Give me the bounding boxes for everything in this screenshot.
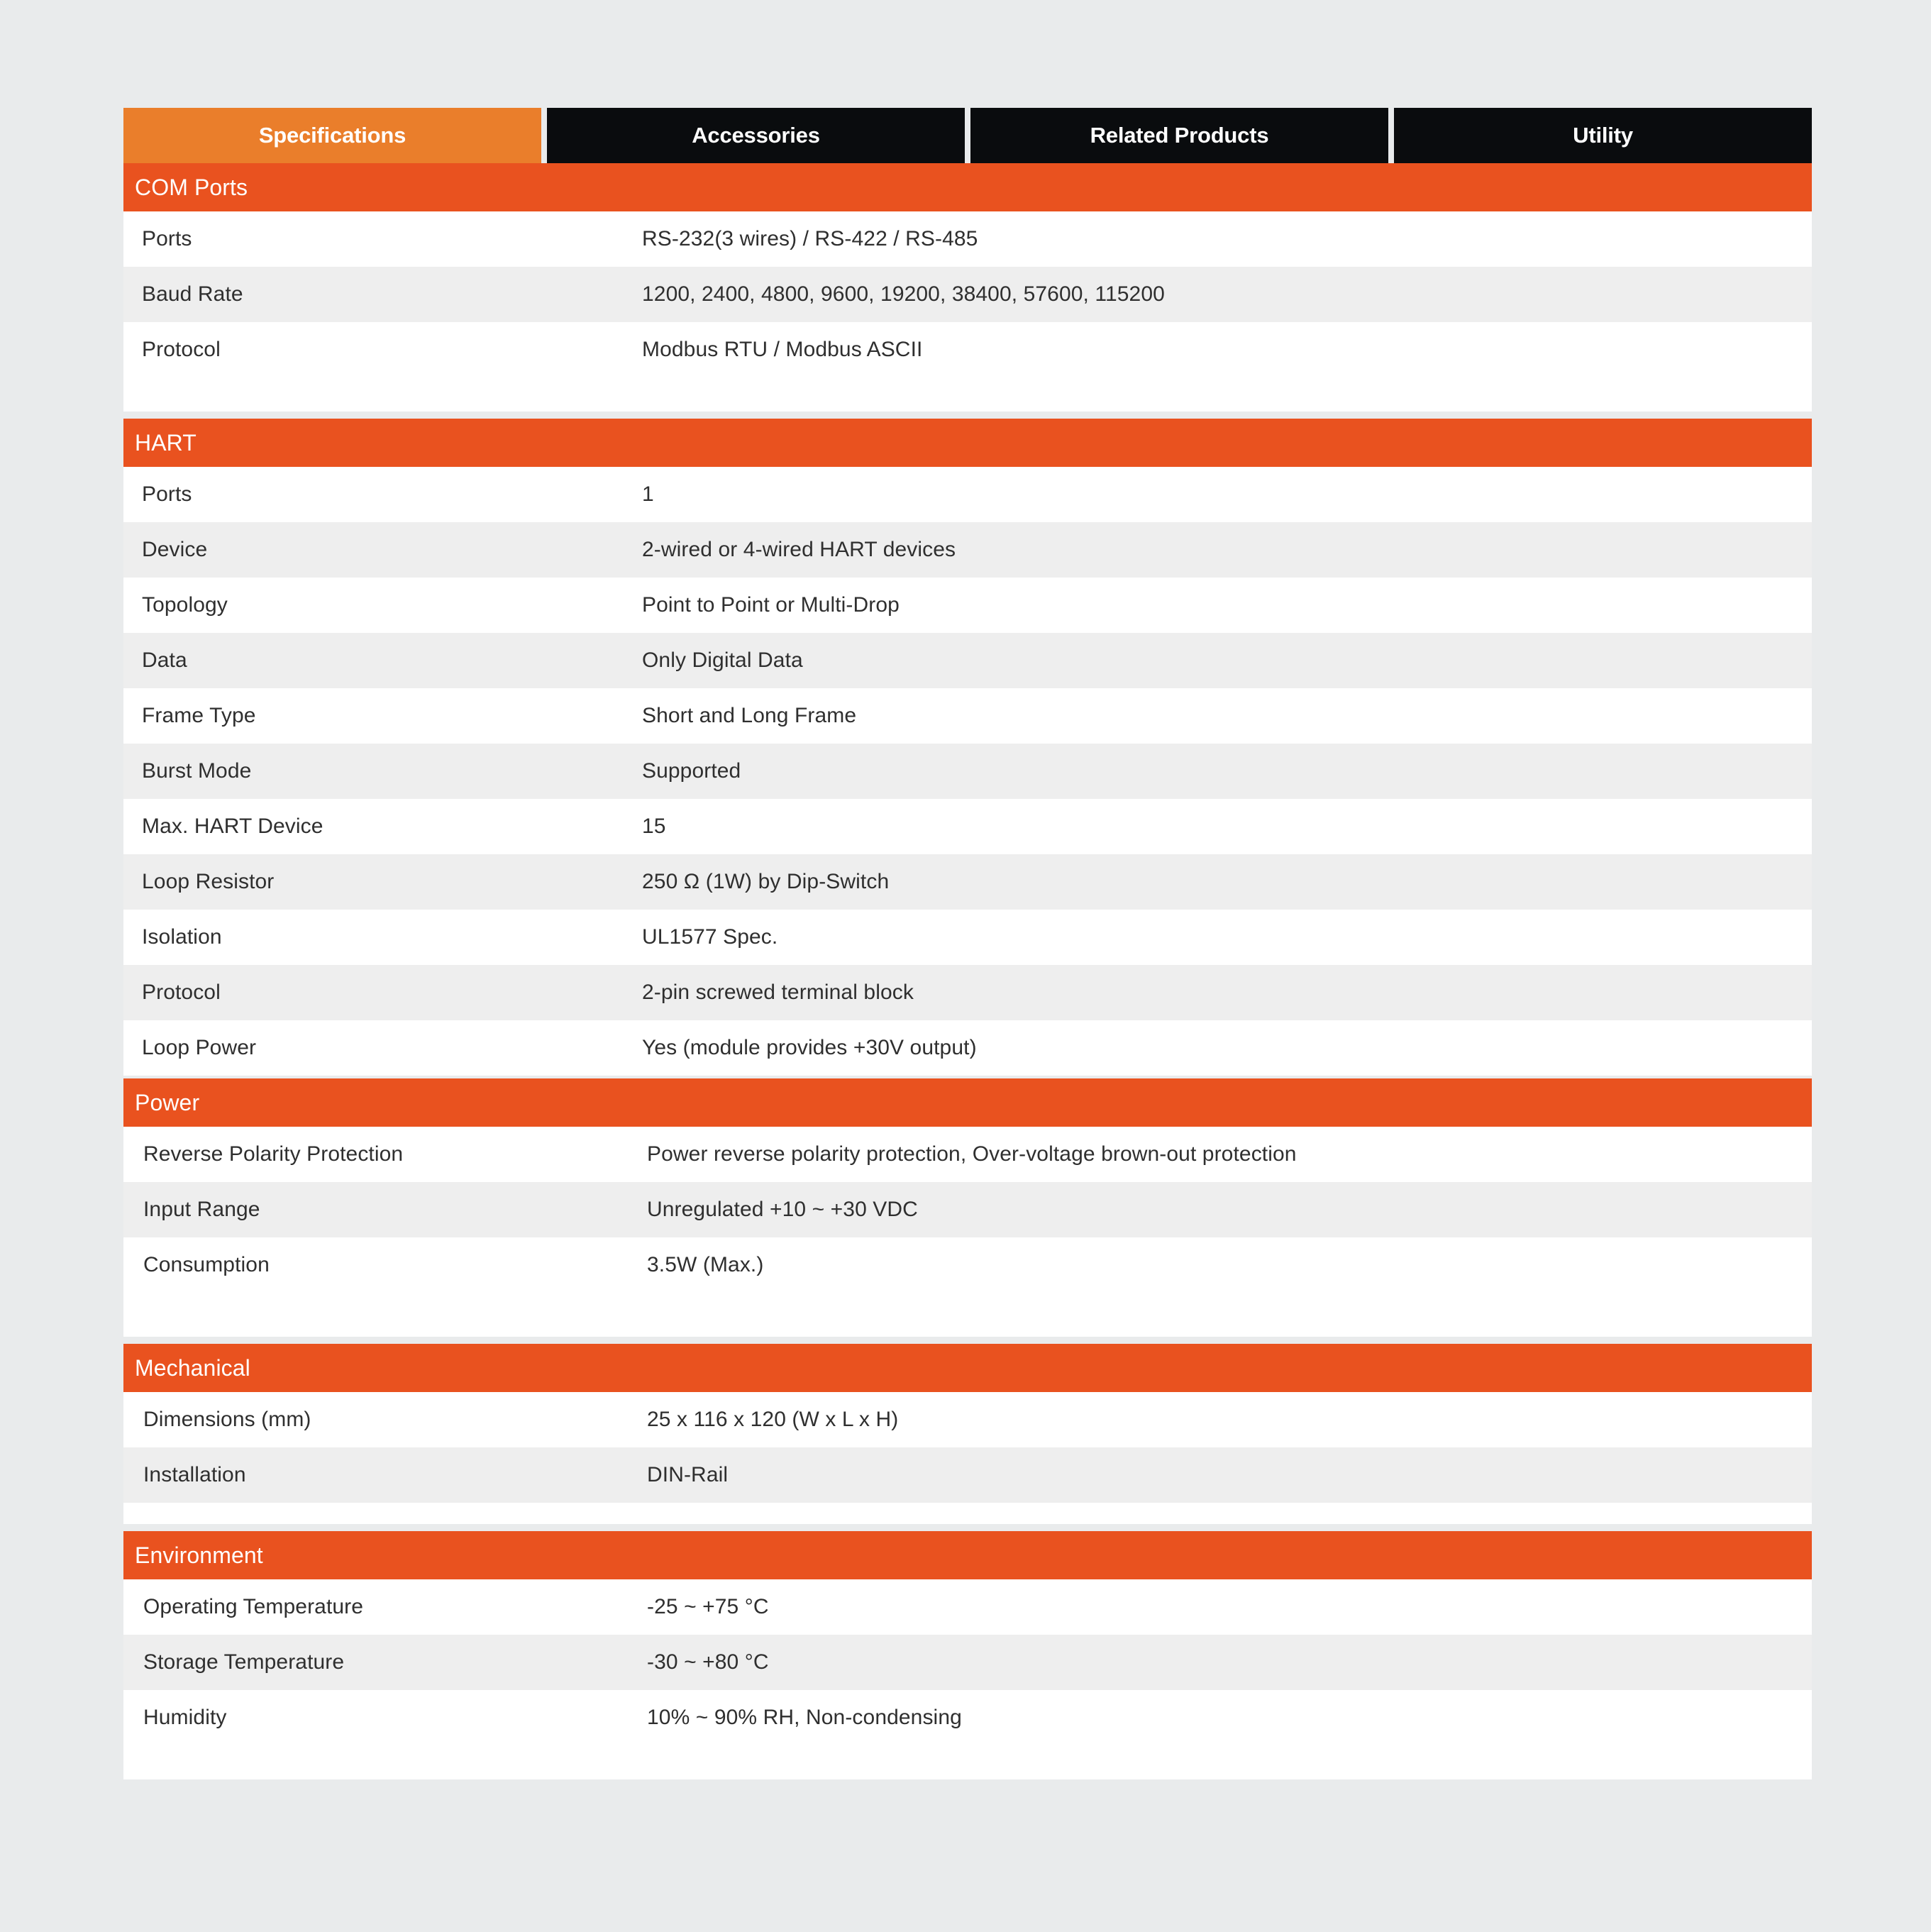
row-value: Power reverse polarity protection, Over-voltage brown-out protection [647,1142,1297,1166]
row-value: Short and Long Frame [642,704,857,727]
row-label: Protocol [142,338,221,361]
tab-accessories-label: Accessories [692,123,820,148]
section-com-ports [123,163,1812,412]
row-label: Ports [142,482,192,506]
tab-specifications-label: Specifications [258,123,406,148]
table-row [123,1020,1812,1076]
section-gap [123,1337,1812,1344]
row-label: Loop Power [142,1036,257,1059]
row-label: Baud Rate [142,282,243,306]
section-filler [123,377,1812,412]
row-label: Device [142,538,208,561]
section-rows-environment [123,1579,1812,1779]
row-label: Reverse Polarity Protection [143,1142,404,1166]
section-filler [123,1745,1812,1779]
table-row [123,854,1812,910]
table-row [123,744,1812,799]
table-row [123,467,1812,522]
table-row [123,688,1812,744]
row-value: Unregulated +10 ~ +30 VDC [647,1198,918,1221]
row-value: -25 ~ +75 °C [647,1595,769,1618]
table-row [123,211,1812,267]
row-value: -30 ~ +80 °C [647,1650,769,1674]
row-value: Point to Point or Multi-Drop [642,593,900,617]
row-label: Max. HART Device [142,815,323,838]
section-filler [123,1503,1812,1524]
row-value: Only Digital Data [642,648,803,672]
section-power [123,1078,1812,1337]
row-label: Topology [142,593,228,617]
row-value: 1200, 2400, 4800, 9600, 19200, 38400, 57600, 115200 [642,282,1165,306]
row-label: Burst Mode [142,759,252,783]
specifications-page [123,108,1812,1779]
table-row [123,1127,1812,1182]
table-row [123,578,1812,633]
table-row [123,1392,1812,1447]
section-rows-hart [123,467,1812,1076]
table-row [123,633,1812,688]
section-header-environment: Environment [123,1531,1812,1579]
table-row [123,1635,1812,1690]
row-value: 1 [642,482,654,506]
row-value: DIN-Rail [647,1463,729,1486]
section-rows-com-ports [123,211,1812,412]
row-label: Humidity [143,1706,227,1729]
row-value: UL1577 Spec. [642,925,778,949]
row-label: Loop Resistor [142,870,275,893]
table-row [123,522,1812,578]
section-hart [123,419,1812,1076]
section-environment [123,1531,1812,1779]
section-filler [123,1293,1812,1337]
row-value: 15 [642,815,666,838]
section-mechanical [123,1344,1812,1524]
table-row [123,799,1812,854]
table-row [123,1690,1812,1745]
table-row [123,910,1812,965]
row-label: Data [142,648,187,672]
section-header-power: Power [123,1078,1812,1127]
row-label: Isolation [142,925,222,949]
tab-specifications[interactable] [123,108,541,163]
row-label: Input Range [143,1198,260,1221]
section-header-hart: HART [123,419,1812,467]
row-value: Yes (module provides +30V output) [642,1036,977,1059]
table-row [123,267,1812,322]
section-rows-power [123,1127,1812,1337]
section-header-com-ports: COM Ports [123,163,1812,211]
row-value: Supported [642,759,741,783]
section-rows-mechanical [123,1392,1812,1524]
row-label: Frame Type [142,704,256,727]
table-row [123,965,1812,1020]
row-label: Storage Temperature [143,1650,345,1674]
row-value: 2-pin screwed terminal block [642,981,914,1004]
row-label: Operating Temperature [143,1595,364,1618]
tab-related-products[interactable] [970,108,1388,163]
row-label: Dimensions (mm) [143,1408,311,1431]
tab-related-products-label: Related Products [1090,123,1269,148]
row-value: 25 x 116 x 120 (W x L x H) [647,1408,899,1431]
table-row [123,1447,1812,1503]
section-gap [123,412,1812,419]
row-value: 2-wired or 4-wired HART devices [642,538,956,561]
row-value: 250 Ω (1W) by Dip-Switch [642,870,890,893]
table-row [123,1579,1812,1635]
tab-utility[interactable] [1394,108,1812,163]
row-value: 3.5W (Max.) [647,1253,764,1276]
row-value: Modbus RTU / Modbus ASCII [642,338,923,361]
tab-utility-label: Utility [1573,123,1633,148]
product-tab-bar [123,108,1812,163]
row-value: RS-232(3 wires) / RS-422 / RS-485 [642,227,978,250]
row-label: Protocol [142,981,221,1004]
table-row [123,1237,1812,1293]
row-label: Consumption [143,1253,270,1276]
row-label: Installation [143,1463,246,1486]
row-label: Ports [142,227,192,250]
table-row [123,1182,1812,1237]
tab-accessories[interactable] [547,108,965,163]
section-header-mechanical: Mechanical [123,1344,1812,1392]
row-value: 10% ~ 90% RH, Non-condensing [647,1706,962,1729]
specifications-content [123,163,1812,1779]
section-gap [123,1524,1812,1531]
table-row [123,322,1812,377]
